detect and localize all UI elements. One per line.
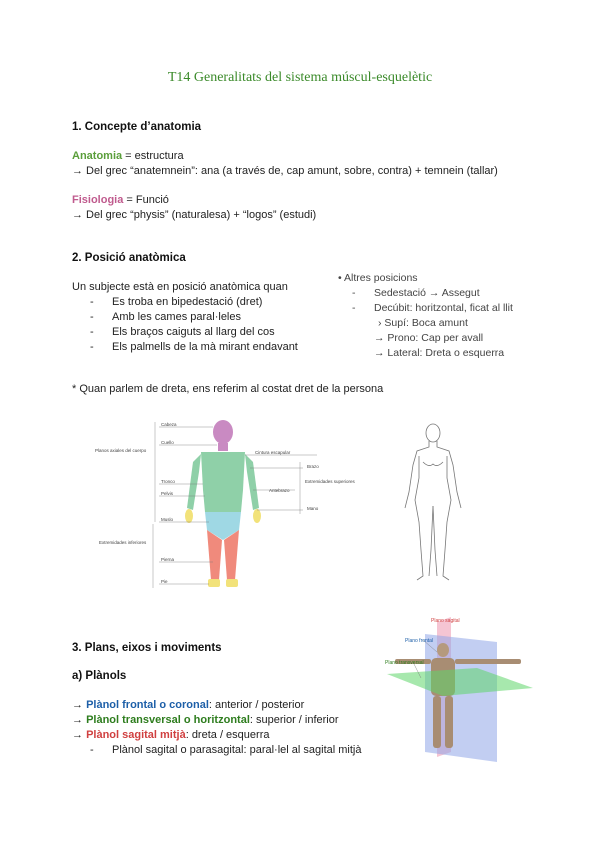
- anatomia-term: Anatomia: [72, 150, 123, 162]
- fisiologia-line: [72, 193, 169, 208]
- body-outline-figure: [385, 420, 480, 585]
- figure-foot-right: [208, 579, 220, 587]
- position-item: - Amb les cames paral·leles: [90, 311, 241, 323]
- fisiologia-term: Fisiologia: [72, 194, 124, 206]
- frontal-plane-line: → Plànol frontal o coronal: anterior / posterior: [72, 699, 305, 711]
- other-position-subitem: › Supí: Boca amunt: [378, 317, 468, 329]
- label-antebrazo: Antebrazo: [269, 488, 290, 493]
- subsection-a-heading: a) Plànols: [72, 670, 127, 682]
- transversal-plane-def: : superior / inferior: [249, 714, 339, 726]
- sagittal-plane-term: Plànol sagital mitjà: [86, 729, 186, 741]
- sagittal-plane-line: → Plànol sagital mitjà: dreta / esquerra: [72, 729, 270, 741]
- label-cintura: Cintura escapular: [255, 450, 291, 455]
- figure-hand-right: [185, 509, 193, 523]
- figure-arm-right: [187, 454, 201, 510]
- planes-figure-leg-left: [445, 696, 453, 748]
- label-pie: Pie: [161, 579, 168, 584]
- position-item: - Els palmells de la mà mirant endavant: [90, 341, 298, 353]
- section-1-heading: 1. Concepte d’anatomia: [72, 121, 202, 133]
- label-pierna: Pierna: [161, 557, 175, 562]
- label-plano-sagital: Plano sagital: [431, 618, 460, 624]
- anatomia-line: [72, 149, 184, 164]
- label-muslo: Muslo: [161, 517, 174, 522]
- sagittal-plane-def: : dreta / esquerra: [185, 729, 270, 741]
- label-plano-frontal: Plano frontal: [405, 638, 434, 644]
- planes-figure-leg-right: [433, 696, 441, 748]
- transversal-plane-term: Plànol transversal o horitzontal: [86, 714, 250, 726]
- figure-head: [213, 420, 233, 444]
- planes-figure-head: [437, 643, 449, 657]
- page-title: T14 Generalitats del sistema múscul-esquelètic: [167, 70, 433, 85]
- figure-foot-left: [226, 579, 238, 587]
- side-note: * Quan parlem de dreta, ens referim al costat dret de la persona: [72, 383, 384, 395]
- other-position-subitem: → Prono: Cap per avall: [374, 332, 484, 344]
- other-position-item: - Decúbit: horitzontal, ficat al llit: [352, 302, 513, 314]
- label-extremidades-superiores: Extremidades superiores: [305, 479, 355, 484]
- section-2-heading: 2. Posició anatòmica: [72, 252, 186, 264]
- position-item: - Els braços caiguts al llarg del cos: [90, 326, 275, 338]
- other-positions-title: • Altres posicions: [338, 272, 418, 284]
- frontal-plane-term: Plànol frontal o coronal: [86, 699, 209, 711]
- anatomical-position-figure: [95, 412, 355, 597]
- transversal-plane-line: → Plànol transversal o horitzontal: superior / inferior: [72, 714, 339, 726]
- label-mano: Mano: [307, 506, 319, 511]
- anatomia-greek: → Del grec “anatemnein”: ana (a través de, cap amunt, sobre, contra) + temnein (tallar): [72, 165, 498, 177]
- fisiologia-def: = Funció: [123, 194, 169, 206]
- label-plano-transversal: Plano transversal: [385, 660, 424, 666]
- section-3-heading: 3. Plans, eixos i moviments: [72, 642, 222, 654]
- transversal-plane: [387, 668, 533, 696]
- label-extremidades-inferiores: Extremidades inferiores: [99, 540, 147, 545]
- parasagittal-item: - Plànol sagital o parasagital: paral·lel al sagital mitjà: [90, 744, 362, 756]
- anatomia-def: = estructura: [122, 150, 184, 162]
- figure-hand-left: [253, 509, 261, 523]
- other-position-subitem: → Lateral: Dreta o esquerra: [374, 347, 505, 359]
- body-planes-figure: [385, 612, 535, 762]
- figure-torso: [201, 452, 245, 512]
- fisiologia-greek: → Del grec “physis” (naturalesa) + “logos” (estudi): [72, 209, 317, 221]
- label-cuello: Cuello: [161, 440, 174, 445]
- figure-arm-left: [245, 454, 259, 510]
- position-item: - Es troba en bipedestació (dret): [90, 296, 263, 308]
- label-planos: Planos axiales del cuerpo: [95, 448, 147, 453]
- frontal-plane-def: : anterior / posterior: [208, 699, 305, 711]
- planes-figure-arm-left: [455, 659, 521, 664]
- other-position-item: - Sedestació → Assegut: [352, 287, 480, 299]
- figure-neck: [218, 443, 228, 451]
- label-tronco: Tronco: [161, 479, 175, 484]
- label-pelvis: Pelvis: [161, 491, 174, 496]
- label-cabeza: Cabeza: [161, 422, 177, 427]
- position-intro: Un subjecte està en posició anatòmica quan: [72, 281, 288, 293]
- label-brazo: Brazo: [307, 464, 319, 469]
